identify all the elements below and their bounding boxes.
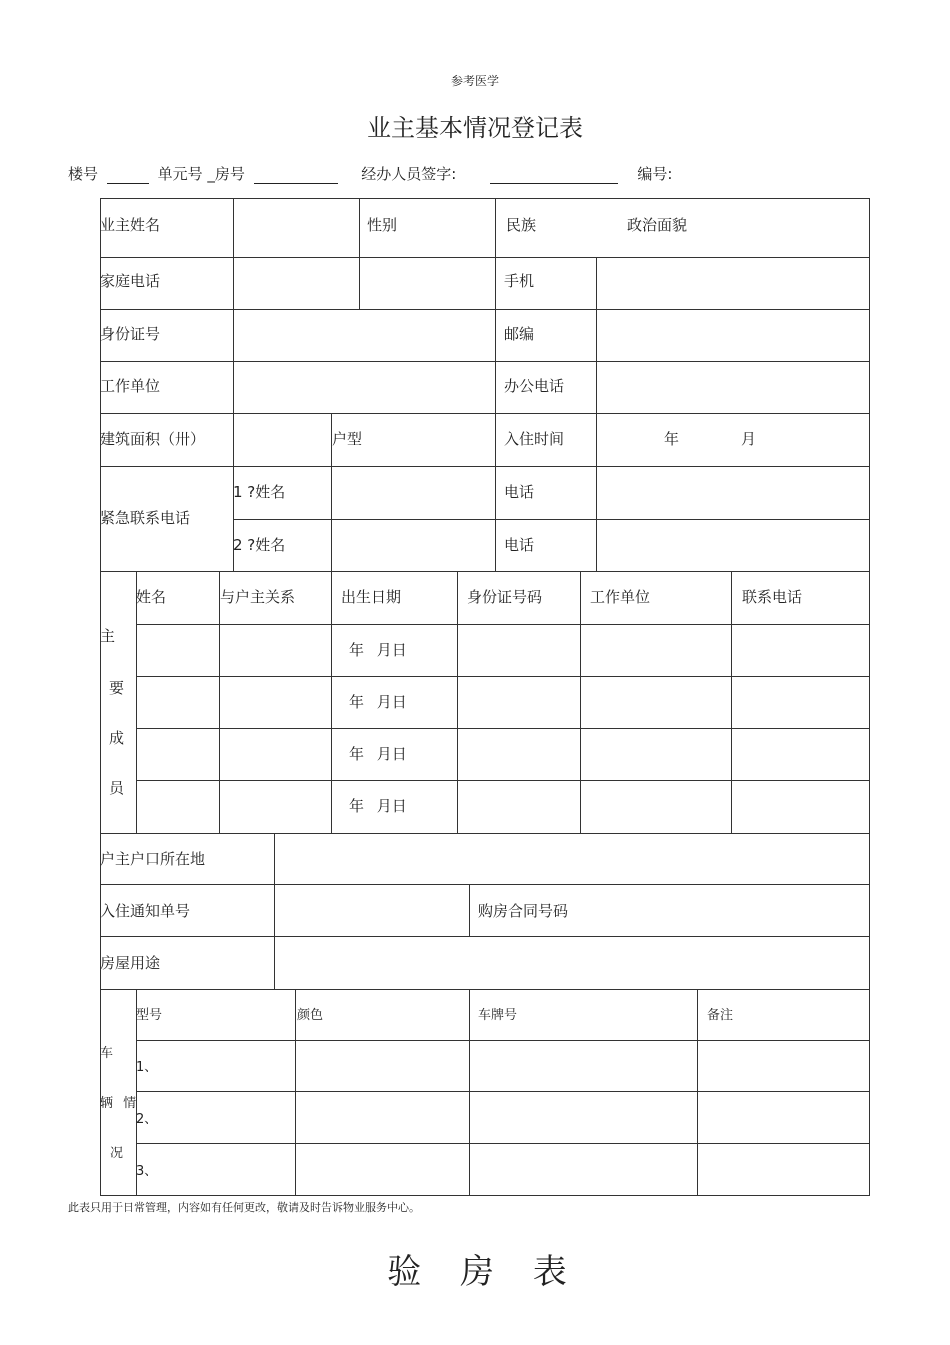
building-field[interactable]: [107, 169, 149, 184]
notice-number-cell[interactable]: [275, 885, 468, 935]
vehicle-row-number: 2、: [136, 1112, 158, 1127]
member-birthdate-placeholder: 年 月日: [349, 745, 407, 763]
form-title: 业主基本情况登记表: [367, 114, 583, 142]
members-side-label-1: 主: [100, 627, 116, 645]
id-number-label: 身份证号: [100, 325, 161, 343]
office-phone-cell[interactable]: [597, 362, 868, 412]
emergency-contact-2-name-label: 2 ?姓名: [233, 536, 286, 554]
header-note: 参考医学: [450, 74, 499, 88]
office-phone-label: 办公电话: [504, 377, 565, 395]
gender-label: 性别: [367, 216, 398, 234]
members-header-birthdate: 出生日期: [341, 588, 402, 606]
footer-note: 此表只用于日常管理，内容如有任何更改，敬请及时告诉物业服务中心。: [68, 1201, 420, 1214]
emergency-contact-1-name-label: 1 ?姓名: [233, 483, 286, 501]
ethnicity-label: 民族: [506, 216, 537, 234]
handler-signature-field[interactable]: [490, 169, 618, 184]
move-in-year-label: 年: [664, 430, 680, 448]
home-phone-cell[interactable]: [234, 258, 358, 308]
members-header-relation: 与户主关系: [220, 588, 296, 606]
building-label: 楼号: [68, 165, 99, 183]
hukou-label: 户主户口所在地: [100, 850, 206, 868]
members-side-label-4: 员: [109, 779, 125, 797]
floor-area-cell[interactable]: [234, 414, 330, 465]
house-usage-label: 房屋用途: [100, 954, 161, 972]
owner-name-cell[interactable]: [234, 199, 358, 256]
postcode-label: 邮编: [504, 325, 535, 343]
layout-label: 户型: [332, 430, 363, 448]
mobile-cell[interactable]: [597, 258, 868, 308]
emergency-contact-label: 紧急联系电话: [100, 509, 191, 527]
member-birthdate-placeholder: 年 月日: [349, 797, 407, 815]
emergency-contact-1-name-cell[interactable]: [332, 467, 494, 518]
form-meta-row: [68, 163, 672, 184]
number-label: 编号:: [637, 165, 673, 183]
mobile-label: 手机: [504, 272, 535, 290]
emergency-contact-1-phone-cell[interactable]: [597, 467, 868, 518]
emergency-contact-2-phone-cell[interactable]: [597, 520, 868, 570]
members-header-name: 姓名: [136, 588, 167, 606]
floor-area-label: 建筑面积（卅）: [100, 430, 206, 448]
room-field[interactable]: [254, 169, 338, 184]
vehicle-header-color: 颜色: [297, 1008, 324, 1023]
next-form-title: 验 房 表: [387, 1252, 581, 1292]
id-number-cell[interactable]: [234, 310, 494, 360]
members-header-phone: 联系电话: [742, 588, 803, 606]
vehicle-side-label-2: 辆 情: [100, 1096, 137, 1111]
vehicle-header-remarks: 备注: [707, 1008, 734, 1023]
members-header-employer: 工作单位: [590, 588, 651, 606]
move-in-month-label: 月: [741, 430, 757, 448]
emergency-contact-2-phone-label: 电话: [504, 536, 535, 554]
hukou-cell[interactable]: [275, 834, 868, 883]
vehicle-header-model: 型号: [136, 1008, 163, 1023]
vehicle-side-label-1: 车: [100, 1046, 114, 1061]
members-side-label-3: 成: [109, 729, 125, 747]
emergency-contact-1-phone-label: 电话: [504, 483, 535, 501]
members-header-id: 身份证号码: [467, 588, 543, 606]
handler-label: 经办人员签字:: [361, 165, 457, 183]
home-phone-label: 家庭电话: [100, 272, 161, 290]
political-status-label: 政治面貌: [627, 216, 688, 234]
member-birthdate-placeholder: 年 月日: [349, 641, 407, 659]
members-side-label-2: 要: [109, 679, 125, 697]
contract-number-label: 购房合同号码: [478, 902, 569, 920]
employer-cell[interactable]: [234, 362, 494, 412]
vehicle-side-label-3: 况: [110, 1146, 124, 1161]
postcode-cell[interactable]: [597, 310, 868, 360]
vehicle-row-number: 1、: [136, 1060, 158, 1075]
unit-room-label: 单元号 _房号: [157, 165, 245, 183]
owner-name-label: 业主姓名: [100, 216, 161, 234]
house-usage-cell[interactable]: [275, 937, 868, 988]
vehicle-row-number: 3、: [136, 1164, 158, 1179]
emergency-contact-2-name-cell[interactable]: [332, 520, 494, 570]
member-birthdate-placeholder: 年 月日: [349, 693, 407, 711]
vehicle-header-plate: 车牌号: [478, 1008, 518, 1023]
move-in-label: 入住时间: [504, 430, 565, 448]
employer-label: 工作单位: [100, 377, 161, 395]
notice-number-label: 入住通知单号: [100, 902, 191, 920]
